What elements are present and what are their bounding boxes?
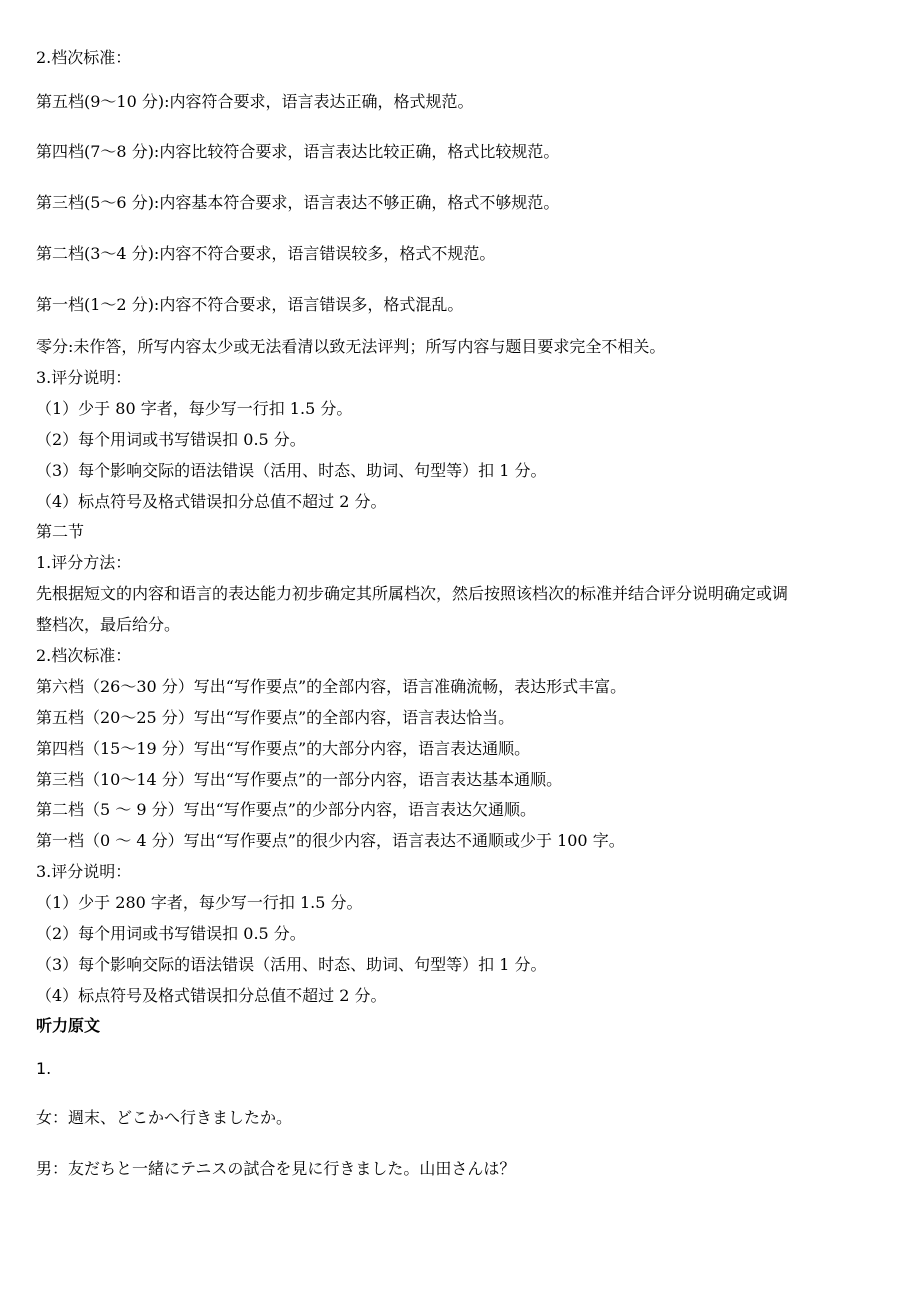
section2-notes-heading: 3.评分说明： xyxy=(36,862,132,881)
s2-method-text-1: 先根据短文的内容和语言的表达能力初步确定其所属档次，然后按照该档次的标准并结合评分说明确定或调 xyxy=(36,584,789,603)
s2-grade-6: 第六档（26～30 分）写出“写作要点”的全部内容，语言准确流畅，表达形式丰富。 xyxy=(36,677,627,696)
s1-grade-zero: 零分:未作答，所写内容太少或无法看清以致无法评判；所写内容与题目要求完全不相关。 xyxy=(36,337,666,356)
s2-note-2: （2）每个用词或书写错误扣 0.5 分。 xyxy=(36,924,306,943)
s1-note-4: （4）标点符号及格式错误扣分总值不超过 2 分。 xyxy=(36,492,387,511)
s2-grade-5: 第五档（20～25 分）写出“写作要点”的全部内容，语言表达恰当。 xyxy=(36,708,515,727)
listening-item-number: 1. xyxy=(36,1059,52,1078)
s2-note-3: （3）每个影响交际的语法错误（活用、时态、助词、句型等）扣 1 分。 xyxy=(36,955,547,974)
section2-method-heading: 1.评分方法： xyxy=(36,553,132,572)
section2-grade-heading: 2.档次标准： xyxy=(36,646,132,665)
s1-note-1: （1）少于 80 字者，每少写一行扣 1.5 分。 xyxy=(36,399,353,418)
s2-note-4: （4）标点符号及格式错误扣分总值不超过 2 分。 xyxy=(36,986,387,1005)
s2-grade-2: 第二档（5 ～ 9 分）写出“写作要点”的少部分内容，语言表达欠通顺。 xyxy=(36,800,536,819)
dialogue-male-line: 男：友だちと一緒にテニスの試合を見に行きました。山田さんは？ xyxy=(36,1159,516,1178)
s1-note-3: （3）每个影响交际的语法错误（活用、时态、助词、句型等）扣 1 分。 xyxy=(36,461,547,480)
section1-grade-heading: 2.档次标准： xyxy=(36,48,132,67)
s2-grade-1: 第一档（0 ～ 4 分）写出“写作要点”的很少内容，语言表达不通顺或少于 100 字。 xyxy=(36,831,625,850)
s1-grade-3: 第三档(5～6 分):内容基本符合要求，语言表达不够正确，格式不够规范。 xyxy=(36,193,560,212)
section1-notes-heading: 3.评分说明： xyxy=(36,368,132,387)
s1-grade-4: 第四档(7～8 分):内容比较符合要求，语言表达比较正确，格式比较规范。 xyxy=(36,142,560,161)
s2-grade-4: 第四档（15～19 分）写出“写作要点”的大部分内容，语言表达通顺。 xyxy=(36,739,531,758)
s1-note-2: （2）每个用词或书写错误扣 0.5 分。 xyxy=(36,430,306,449)
s1-grade-5: 第五档(9～10 分):内容符合要求，语言表达正确，格式规范。 xyxy=(36,92,474,111)
dialogue-female-line: 女：週末、どこかへ行きましたか。 xyxy=(36,1108,293,1127)
s1-grade-1: 第一档(1～2 分):内容不符合要求，语言错误多，格式混乱。 xyxy=(36,295,464,314)
s2-grade-3: 第三档（10～14 分）写出“写作要点”的一部分内容，语言表达基本通顺。 xyxy=(36,770,563,789)
listening-title: 听力原文 xyxy=(36,1016,101,1035)
section2-title: 第二节 xyxy=(36,522,85,541)
s1-grade-2: 第二档(3～4 分):内容不符合要求，语言错误较多，格式不规范。 xyxy=(36,244,496,263)
s2-note-1: （1）少于 280 字者，每少写一行扣 1.5 分。 xyxy=(36,893,363,912)
s2-method-text-2: 整档次，最后给分。 xyxy=(36,615,181,634)
